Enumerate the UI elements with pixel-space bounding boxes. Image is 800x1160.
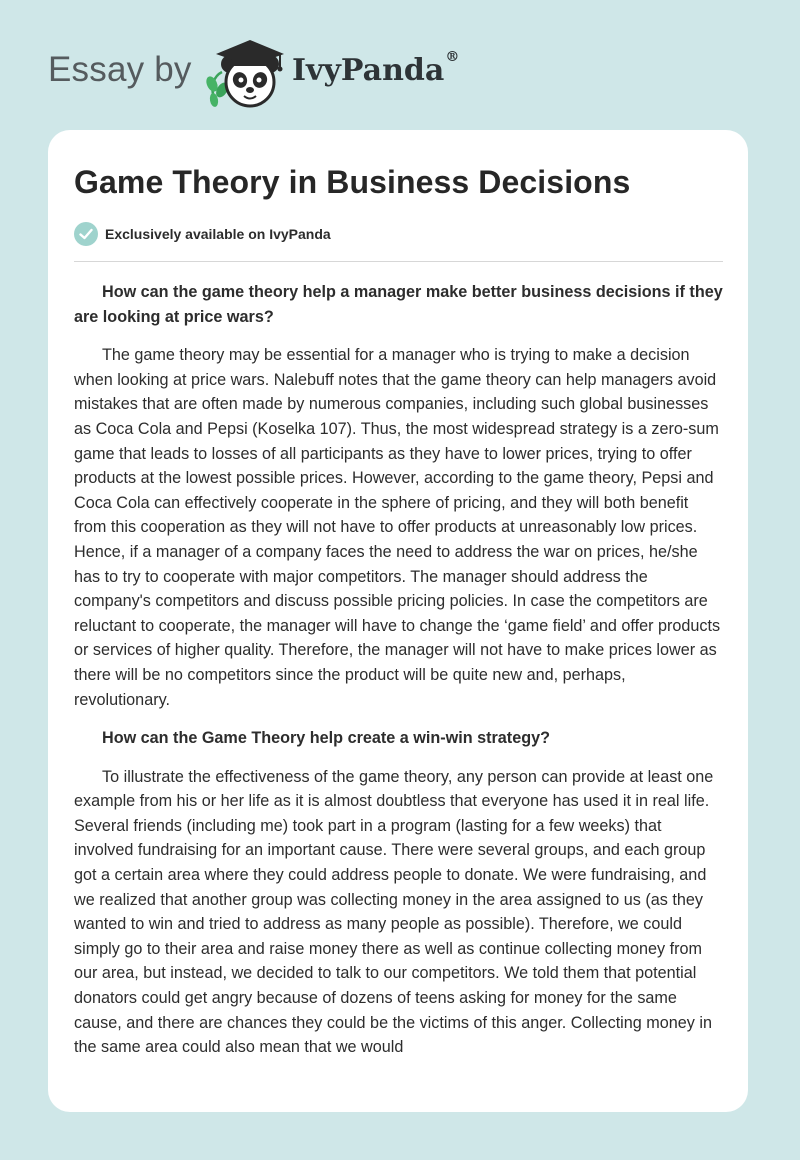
essay-by-label: Essay by	[48, 50, 192, 89]
registered-mark: ®	[445, 49, 460, 65]
essay-body	[74, 280, 724, 1074]
exclusive-badge-label: Exclusively available on IvyPanda	[105, 226, 331, 242]
brand-name[interactable]	[292, 49, 460, 88]
divider	[74, 261, 723, 262]
panda-graduate-icon[interactable]	[200, 36, 294, 114]
essay-card	[48, 130, 748, 1112]
question-heading: How can the Game Theory help create a win-win strategy?	[102, 729, 550, 748]
page-title: Game Theory in Business Decisions	[74, 164, 631, 200]
brand-text: IvyPanda	[292, 53, 445, 88]
question-heading: How can the game theory help a manager make better business decisions if they are looking at price wars?	[74, 283, 723, 326]
exclusive-badge	[74, 222, 331, 246]
check-circle-icon	[74, 222, 98, 246]
body-paragraph: To illustrate the effectiveness of the game theory, any person can provide at least one example from his or her life as it is almost doubtless that everyone has used it in real life. Several friends (including me) took part in a program (lasting for a few weeks) that involved fundraising for an important cause. There were several groups, and each group got a certain area where they could address people to donate. We were fundraising, and we realized that another group was collecting money in the area assigned to us (as they wanted to win and tried to address as many people as possible). Therefore, we could simply go to their area and raise money there as well as continue collecting money from our area, but instead, we decided to talk to our competitors. We told them that potential donators could get angry because of dozens of teens asking for money for the same cause, and there are chances they could be the victims of this anger. Collecting money in the same area could also mean that we would	[74, 767, 714, 1057]
site-header	[48, 30, 752, 114]
body-paragraph: The game theory may be essential for a manager who is trying to make a decision when looking at price wars. Nalebuff notes that the game theory can help managers avoid mistakes that are often made by numerous companies, including such global businesses as Coca Cola and Pepsi (Koselka 107). Thus, the most widespread strategy is a zero-sum game that leads to losses of all participants as they have to lower prices, trying to offer products at the lowest possible prices. However, according to the game theory, Pepsi and Coca Cola can effectively cooperate in the sphere of pricing, and they will both benefit from this cooperation as they will not have to offer products at unreasonably low prices. Hence, if a manager of a company faces the need to address the war on prices, he/she has to try to cooperate with major competitors. The manager should address the company's competitors and discuss possible pricing policies. In case the competitors are reluctant to cooperate, the manager will have to change the ‘game field’ and offer products or services of higher quality. Therefore, the manager will not have to make prices lower as there will be no competitors since the product will be quite new and, perhaps, revolutionary.	[74, 346, 721, 709]
